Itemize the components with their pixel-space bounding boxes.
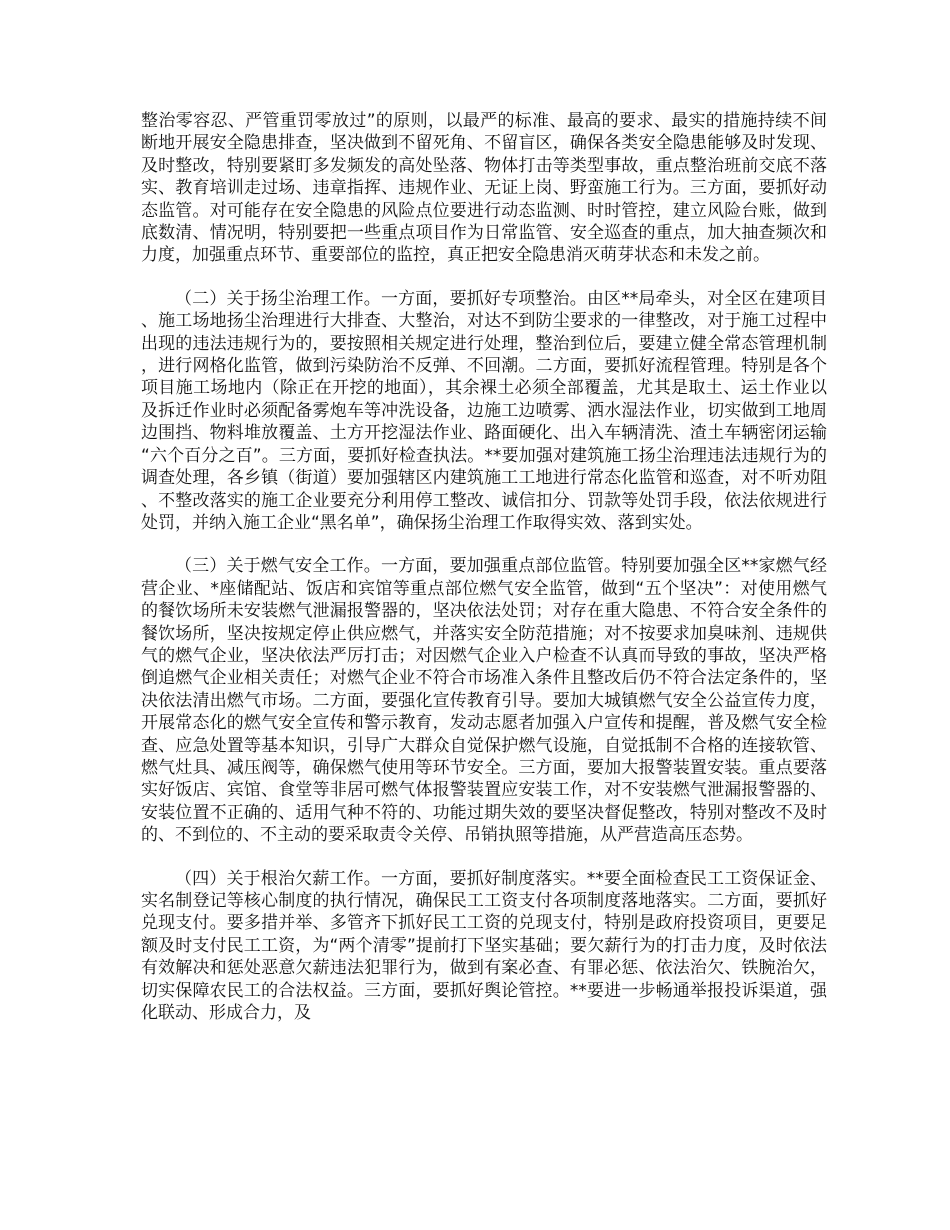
paragraph-wage-arrears: （四）关于根治欠薪工作。一方面，要抓好制度落实。**要全面检查民工工资保证金、实名制登记等核心制度的执行情况，确保民工工资支付各项制度落地落实。二方面，要抓好兑现支付。要多措并举、多管齐下抓好民工工资的兑现支付，特别是政府投资项目，更要足额及时支付民工工资，为“两个清零”提前打下坚实基础；要欠薪行为的打击力度，及时依法有效解决和惩处恶意欠薪违法犯罪行为，做到有案必查、有罪必惩、依法治欠、铁腕治欠，切实保障农民工的合法权益。三方面，要抓好舆论管控。**要进一步畅通举报投诉渠道，强化联动、形成合力，及 — [141, 868, 827, 1024]
paragraph-gas-safety: （三）关于燃气安全工作。一方面，要加强重点部位监管。特别要加强全区**家燃气经营企业、*座储配站、饭店和宾馆等重点部位燃气安全监管，做到“五个坚决”：对使用燃气的餐饮场所未安装燃气泄漏报警器的，坚决依法处罚；对存在重大隐患、不符合安全条件的餐饮场所，坚决按规定停止供应燃气，并落实安全防范措施；对不按要求加臭味剂、违规供气的燃气企业，坚决依法严厉打击；对因燃气企业入户检查不认真而导致的事故，坚决严格倒追燃气企业相关责任；对燃气企业不符合市场准入条件且整改后仍不符合法定条件的，坚决依法清出燃气市场。二方面，要强化宣传教育引导。要加大城镇燃气安全公益宣传力度，开展常态化的燃气安全宣传和警示教育，发动志愿者加强入户宣传和提醒，普及燃气安全检查、应急处置等基本知识，引导广大群众自觉保护燃气设施，自觉抵制不合格的连接软管、燃气灶具、减压阀等，确保燃气使用等环节安全。三方面，要加大报警装置安装。重点要落实好饭店、宾馆、食堂等非居可燃气体报警装置应安装工作，对不安装燃气泄漏报警器的、安装位置不正确的、适用气种不符的、功能过期失效的要坚决督促整改，特别对整改不及时的、不到位的、不主动的要采取责令关停、吊销执照等措施，从严营造高压态势。 — [141, 556, 827, 846]
paragraph-safety-hazards: 整治零容忍、严管重罚零放过”的原则，以最严的标准、最高的要求、最实的措施持续不间断地开展安全隐患排查，坚决做到不留死角、不留盲区，确保各类安全隐患能够及时发现、及时整改，特别要紧盯多发频发的高处坠落、物体打击等类型事故，重点整治班前交底不落实、教育培训走过场、违章指挥、违规作业、无证上岗、野蛮施工行为。三方面，要抓好动态监管。对可能存在安全隐患的风险点位要进行动态监测、时时管控，建立风险台账，做到底数清、情况明，特别要把一些重点项目作为日常监管、安全巡查的重点，加大抽查频次和力度，加强重点环节、重要部位的监控，真正把安全隐患消灭萌芽状态和未发之前。 — [141, 111, 827, 266]
document-body — [141, 110, 827, 1045]
paragraph-dust-control: （二）关于扬尘治理工作。一方面，要抓好专项整治。由区**局牵头，对全区在建项目、施工场地扬尘治理进行大排查、大整治，对达不到防尘要求的一律整改，对于施工过程中出现的违法违规行为的，要按照相关规定进行处理，整治到位后，要建立健全常态管理机制，进行网格化监管，做到污染防治不反弹、不回潮。二方面，要抓好流程管理。特别是各个项目施工场地内（除正在开挖的地面），其余裸土必须全部覆盖，尤其是取土、运土作业以及拆迁作业时必须配备雾炮车等冲洗设备，边施工边喷雾、洒水湿法作业，切实做到工地周边围挡、物料堆放覆盖、土方开挖湿法作业、路面硬化、出入车辆清洗、渣土车辆密闭运输“六个百分之百”。三方面，要抓好检查执法。**要加强对建筑施工扬尘治理违法违规行为的调查处理，各乡镇（街道）要加强辖区内建筑施工工地进行常态化监管和巡查，对不听劝阻、不整改落实的施工企业要充分利用停工整改、诚信扣分、罚款等处罚手段，依法依规进行处罚，并纳入施工企业“黑名单”，确保扬尘治理工作取得实效、落到实处。 — [141, 288, 827, 533]
